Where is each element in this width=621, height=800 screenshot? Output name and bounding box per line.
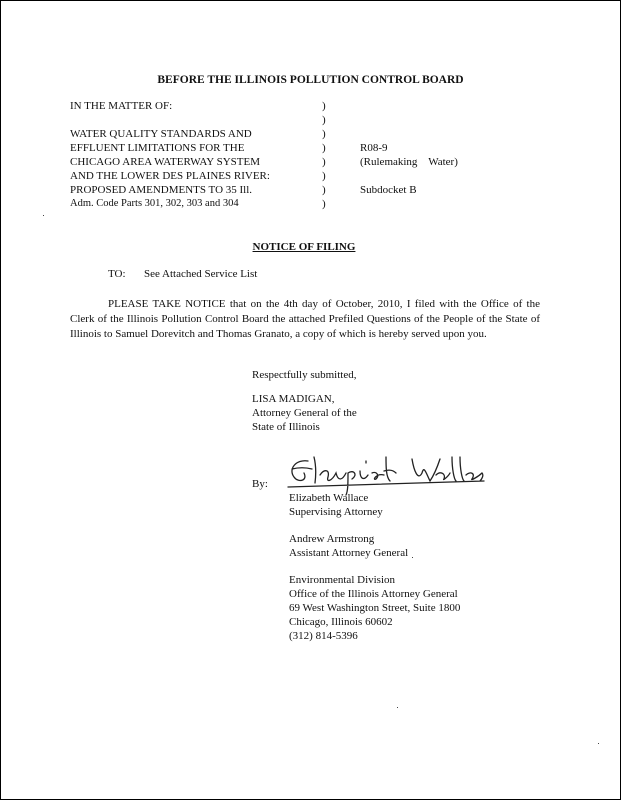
signer-name: Elizabeth Wallace [289,492,369,504]
division-name: Environmental Division [289,574,396,586]
caption-line: Adm. Code Parts 301, 302, 303 and 304 [70,198,239,209]
by-label: By: [252,478,268,490]
caption-paren: ) [322,100,326,112]
rulemaking-label: (Rulemaking Water) [360,156,458,168]
to-value: See Attached Service List [144,268,258,280]
caption-paren: ) [322,170,326,182]
office-name: Office of the Illinois Attorney General [289,588,458,600]
notice-title: NOTICE OF FILING [252,241,356,253]
caption-line: EFFLUENT LIMITATIONS FOR THE [70,142,245,154]
caption-paren: ) [322,184,326,196]
to-line [108,268,257,280]
caption-line: IN THE MATTER OF: [70,100,173,112]
caption-line: PROPOSED AMENDMENTS TO 35 Ill. [70,184,253,196]
ag-state: State of Illinois [252,421,320,433]
scan-speck [598,743,599,744]
scan-speck [397,707,398,708]
signer-title: Supervising Attorney [289,506,383,518]
caption-paren: ) [322,142,326,154]
phone-number: (312) 814-5396 [289,630,358,642]
ag-name: LISA MADIGAN, [252,393,335,405]
city-address: Chicago, Illinois 60602 [289,616,393,628]
caption-paren: ) [322,156,326,168]
subdocket-label: Subdocket B [360,184,417,196]
second-signer-title: Assistant Attorney General [289,547,409,559]
board-title: BEFORE THE ILLINOIS POLLUTION CONTROL BOARD [157,74,464,86]
closing: Respectfully submitted, [252,369,357,381]
scan-speck [43,215,44,216]
caption-line: WATER QUALITY STANDARDS AND [70,128,252,140]
caption-paren: ) [322,198,326,210]
street-address: 69 West Washington Street, Suite 1800 [289,602,461,614]
docket-number: R08-9 [360,142,388,154]
to-label: TO: [108,268,126,280]
scan-speck [412,557,413,558]
second-signer-name: Andrew Armstrong [289,533,375,545]
caption-line: CHICAGO AREA WATERWAY SYSTEM [70,156,260,168]
notice-body: PLEASE TAKE NOTICE that on the 4th day of October, 2010, I filed with the Office of the Clerk of the Illinois Pollution Control Board the attached Prefiled Questions of the People of the State of Illinois to Samuel Dorevitch and Thomas Granato, a copy of which is hereby served upon you. [70,298,540,340]
ag-title: Attorney General of the [252,407,357,419]
caption-line: AND THE LOWER DES PLAINES RIVER: [70,170,270,182]
caption-paren: ) [322,128,326,140]
caption-paren: ) [322,114,326,126]
